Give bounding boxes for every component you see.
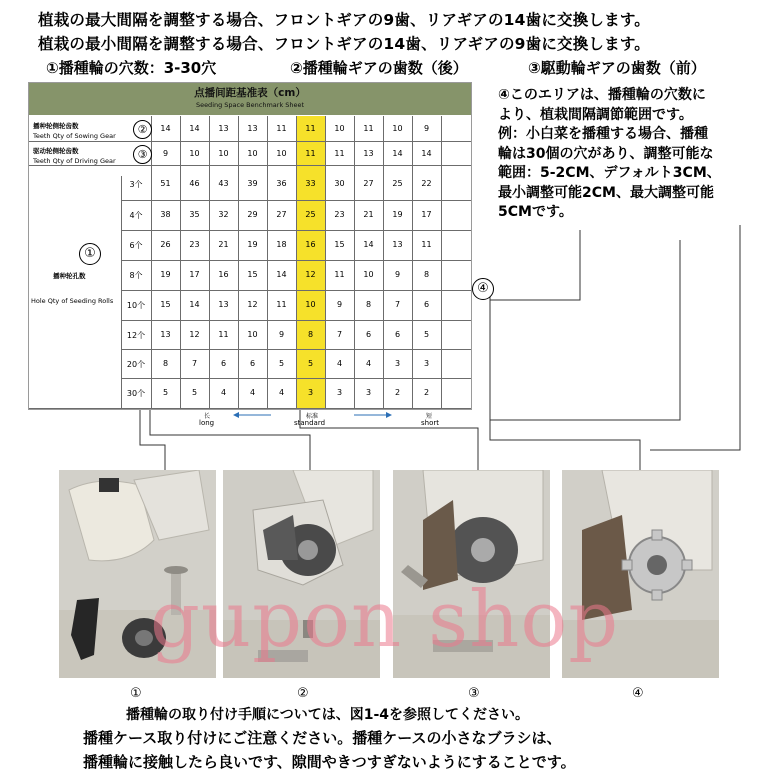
header-line-1: 植栽の最大間隔を調整する場合、フロントギアの9歯、リアギアの14歯に交換します。 bbox=[38, 11, 650, 29]
spacing-cell: 25 bbox=[392, 179, 403, 188]
spacing-cell: 35 bbox=[189, 210, 200, 219]
note-line: 輪は30個の穴があり、調整可能な bbox=[498, 145, 714, 162]
driving-gear-cell: 10 bbox=[218, 149, 229, 158]
photo-caption-1: ① bbox=[130, 686, 142, 701]
driving-gear-cell: 14 bbox=[421, 149, 432, 158]
driving-gear-cell: 11 bbox=[305, 149, 316, 158]
grid-line bbox=[29, 165, 471, 166]
sowing-gear-cell: 14 bbox=[160, 124, 171, 133]
spacing-cell: 36 bbox=[276, 179, 287, 188]
marker-4: ④ bbox=[472, 278, 494, 300]
spacing-cell: 12 bbox=[189, 330, 200, 339]
sheet-title-bar bbox=[29, 83, 471, 115]
sowing-gear-cell: 13 bbox=[218, 124, 229, 133]
sowing-gear-cell: 10 bbox=[392, 124, 403, 133]
spacing-cell: 13 bbox=[392, 240, 403, 249]
spacing-cell: 5 bbox=[162, 388, 169, 397]
spacing-cell: 3 bbox=[365, 388, 372, 397]
note-line: より、植栽間隔調節範囲です。 bbox=[498, 106, 693, 123]
marker-3: ③ bbox=[133, 145, 152, 164]
long-label: long bbox=[199, 419, 215, 427]
driving-gear-label-cn: 驱动轮侧轮齿数 bbox=[33, 147, 79, 155]
spacing-cell: 30 bbox=[334, 179, 345, 188]
hole-qty-label-en: Hole Qty of Seeding Rolls bbox=[31, 297, 114, 305]
direction-arrows bbox=[229, 409, 399, 421]
sheet-title-cn: 点播间距基准表（cm） bbox=[194, 87, 306, 99]
footer-line-2: 播種ケース取り付けにご注意ください。播種ケースの小さなブラシは、 bbox=[83, 729, 562, 747]
spacing-cell: 8 bbox=[162, 359, 169, 368]
spacing-cell: 26 bbox=[160, 240, 171, 249]
spacing-cell: 27 bbox=[276, 210, 287, 219]
spacing-cell: 16 bbox=[305, 240, 316, 249]
spacing-cell: 9 bbox=[394, 270, 401, 279]
spacing-cell: 12 bbox=[305, 270, 316, 279]
spacing-cell: 5 bbox=[191, 388, 198, 397]
spacing-cell: 9 bbox=[336, 300, 343, 309]
hole-count-cell: 10个 bbox=[126, 301, 146, 310]
sowing-gear-cell: 11 bbox=[276, 124, 287, 133]
spacing-cell: 29 bbox=[247, 210, 258, 219]
standard-label: standard bbox=[294, 419, 326, 427]
spacing-cell: 18 bbox=[276, 240, 287, 249]
header-line-2: 植栽の最小間隔を調整する場合、フロントギアの14歯、リアギアの9歯に交換します。 bbox=[38, 35, 650, 53]
sowing-gear-cell: 10 bbox=[334, 124, 345, 133]
spacing-cell: 23 bbox=[334, 210, 345, 219]
benchmark-sheet bbox=[28, 82, 472, 427]
photo-step-4 bbox=[562, 470, 719, 678]
photo-step-1 bbox=[59, 470, 216, 678]
note-line: 例：小白菜を播種する場合、播種 bbox=[498, 126, 708, 142]
label-driving-gear: ③駆動輪ギアの歯数（前） bbox=[528, 59, 706, 77]
sowing-gear-label-cn: 播种轮侧轮齿数 bbox=[33, 122, 79, 130]
spacing-cell: 7 bbox=[336, 330, 343, 339]
spacing-cell: 10 bbox=[247, 330, 258, 339]
photo-3-image bbox=[393, 470, 550, 678]
spacing-cell: 9 bbox=[278, 330, 285, 339]
sowing-gear-cell: 11 bbox=[363, 124, 374, 133]
hole-count-cell: 30个 bbox=[126, 389, 146, 398]
photo-caption-4: ④ bbox=[632, 686, 644, 701]
spacing-cell: 8 bbox=[307, 330, 314, 339]
photo-1-image bbox=[59, 470, 216, 678]
hole-qty-label-cn: 播种轮孔数 bbox=[53, 272, 86, 280]
driving-gear-cell: 14 bbox=[392, 149, 403, 158]
spacing-cell: 25 bbox=[305, 210, 316, 219]
driving-gear-cell: 13 bbox=[363, 149, 374, 158]
spacing-cell: 33 bbox=[305, 179, 316, 188]
photo-step-3 bbox=[393, 470, 550, 678]
note-line: 最小調整可能2CM、最大調整可能 bbox=[498, 184, 714, 201]
spacing-cell: 6 bbox=[365, 330, 372, 339]
spacing-cell: 6 bbox=[394, 330, 401, 339]
photo-caption-3: ③ bbox=[468, 686, 480, 701]
hole-count-cell: 12个 bbox=[126, 331, 146, 340]
spacing-cell: 3 bbox=[394, 359, 401, 368]
photo-2-image bbox=[223, 470, 380, 678]
spacing-cell: 5 bbox=[307, 359, 314, 368]
long-label-cn: 长 bbox=[204, 413, 211, 420]
spacing-cell: 19 bbox=[392, 210, 403, 219]
spacing-cell: 43 bbox=[218, 179, 229, 188]
spacing-cell: 4 bbox=[249, 388, 256, 397]
driving-gear-cell: 11 bbox=[334, 149, 345, 158]
spacing-cell: 13 bbox=[160, 330, 171, 339]
sowing-gear-cell: 14 bbox=[189, 124, 200, 133]
spacing-cell: 4 bbox=[220, 388, 227, 397]
spacing-cell: 17 bbox=[189, 270, 200, 279]
spacing-cell: 14 bbox=[363, 240, 374, 249]
note-line: ④このエリアは、播種輪の穴数に bbox=[498, 87, 706, 103]
short-label: short bbox=[421, 419, 439, 427]
spacing-cell: 4 bbox=[336, 359, 343, 368]
spacing-cell: 11 bbox=[334, 270, 345, 279]
spacing-cell: 32 bbox=[218, 210, 229, 219]
spacing-cell: 22 bbox=[421, 179, 432, 188]
grid-line bbox=[441, 116, 442, 408]
driving-gear-cell: 10 bbox=[276, 149, 287, 158]
spacing-cell: 2 bbox=[394, 388, 401, 397]
footer-line-3: 播種輪に接触したら良いです、隙間やきつすぎないようにすることです。 bbox=[83, 753, 576, 771]
spacing-cell: 6 bbox=[220, 359, 227, 368]
spacing-cell: 10 bbox=[363, 270, 374, 279]
sheet-title-en: Seeding Space Benchmark Sheet bbox=[195, 101, 305, 109]
spacing-cell: 8 bbox=[423, 270, 430, 279]
hole-count-cell: 8个 bbox=[129, 271, 143, 280]
spacing-cell: 27 bbox=[363, 179, 374, 188]
spacing-cell: 6 bbox=[249, 359, 256, 368]
spacing-cell: 23 bbox=[189, 240, 200, 249]
spacing-cell: 15 bbox=[160, 300, 171, 309]
driving-gear-cell: 10 bbox=[247, 149, 258, 158]
photo-caption-2: ② bbox=[297, 686, 309, 701]
label-hole-count: ①播種輪の穴数：3-30穴 bbox=[46, 59, 217, 77]
marker-1: ① bbox=[79, 243, 101, 265]
watermark: gupon shop bbox=[150, 575, 620, 665]
footer-line-1: 播種輪の取り付け手順については、図1-4を参照してください。 bbox=[126, 707, 530, 723]
spacing-cell: 5 bbox=[278, 359, 285, 368]
hole-count-cell: 20个 bbox=[126, 360, 146, 369]
spacing-cell: 2 bbox=[423, 388, 430, 397]
spacing-cell: 14 bbox=[189, 300, 200, 309]
spacing-cell: 5 bbox=[423, 330, 430, 339]
note-line: 5CMです。 bbox=[498, 204, 573, 220]
sowing-gear-cell: 9 bbox=[423, 124, 430, 133]
driving-gear-cell: 9 bbox=[162, 149, 169, 158]
photo-4-image bbox=[562, 470, 719, 678]
spacing-cell: 7 bbox=[191, 359, 198, 368]
photo-step-2 bbox=[223, 470, 380, 678]
spacing-cell: 21 bbox=[363, 210, 374, 219]
spacing-cell: 3 bbox=[423, 359, 430, 368]
spacing-cell: 17 bbox=[421, 210, 432, 219]
marker-2: ② bbox=[133, 120, 152, 139]
spacing-cell: 10 bbox=[305, 300, 316, 309]
driving-gear-label-en: Teeth Qty of Driving Gear bbox=[33, 157, 116, 165]
spacing-cell: 7 bbox=[394, 300, 401, 309]
hole-count-cell: 4个 bbox=[129, 211, 143, 220]
spacing-cell: 46 bbox=[189, 179, 200, 188]
spacing-cell: 11 bbox=[276, 300, 287, 309]
spacing-cell: 4 bbox=[365, 359, 372, 368]
spacing-cell: 13 bbox=[218, 300, 229, 309]
spacing-cell: 51 bbox=[160, 179, 171, 188]
spacing-cell: 19 bbox=[247, 240, 258, 249]
hole-count-cell: 6个 bbox=[129, 241, 143, 250]
spacing-cell: 14 bbox=[276, 270, 287, 279]
spacing-cell: 16 bbox=[218, 270, 229, 279]
label-sowing-gear: ②播種輪ギアの歯数（後） bbox=[290, 59, 468, 77]
spacing-cell: 21 bbox=[218, 240, 229, 249]
short-label-cn: 短 bbox=[426, 413, 433, 420]
sowing-gear-cell: 11 bbox=[305, 124, 316, 133]
driving-gear-cell: 10 bbox=[189, 149, 200, 158]
spacing-cell: 11 bbox=[218, 330, 229, 339]
hole-count-cell: 3个 bbox=[129, 180, 143, 189]
spacing-cell: 3 bbox=[307, 388, 314, 397]
sowing-gear-cell: 13 bbox=[247, 124, 258, 133]
standard-label-cn: 标准 bbox=[306, 413, 319, 420]
spacing-cell: 11 bbox=[421, 240, 432, 249]
note-line: 範囲：5-2CM、デフォルト3CM、 bbox=[498, 165, 721, 181]
spacing-cell: 6 bbox=[423, 300, 430, 309]
grid-line bbox=[29, 141, 471, 142]
spacing-cell: 3 bbox=[336, 388, 343, 397]
spacing-cell: 8 bbox=[365, 300, 372, 309]
spacing-cell: 12 bbox=[247, 300, 258, 309]
spacing-cell: 38 bbox=[160, 210, 171, 219]
spacing-cell: 4 bbox=[278, 388, 285, 397]
sowing-gear-label-en: Teeth Qty of Sowing Gear bbox=[33, 132, 116, 140]
spacing-cell: 19 bbox=[160, 270, 171, 279]
spacing-cell: 39 bbox=[247, 179, 258, 188]
spacing-cell: 15 bbox=[334, 240, 345, 249]
spacing-cell: 15 bbox=[247, 270, 258, 279]
